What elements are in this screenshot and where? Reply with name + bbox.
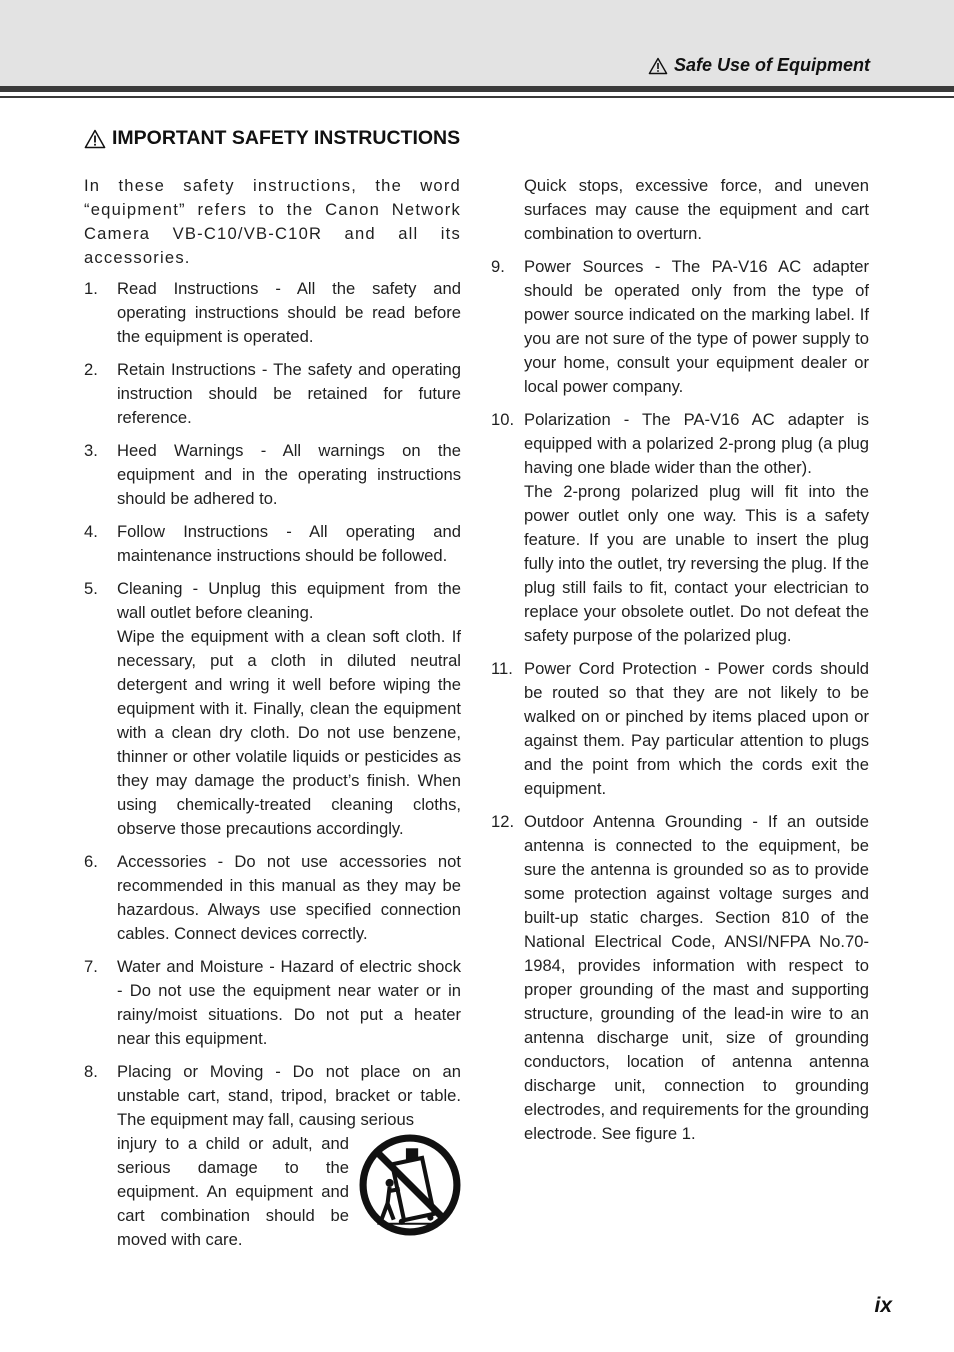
item-text: Cleaning - Unplug this equipment from the wall outlet before cleaning.: [117, 579, 461, 622]
item-text: Accessories - Do not use accessories not recommended in this manual as they may be hazardous. Always use specified connection cables. Connect devices correctly.: [117, 852, 461, 943]
item-number: 9.: [491, 257, 505, 276]
item-number: 7.: [84, 957, 98, 976]
list-item: [84, 439, 461, 511]
item-text: Outdoor Antenna Grounding - If an outside antenna is connected to the equipment, be sure the antenna is grounded so as to provide some protection against voltage surges and built-up static charges. Section 810 of the National Electrical Code, ANSI/NFPA No.70-1984, provides information with respect to proper grounding of the mast and supporting structure, grounding of the lead-in wire to an antenna discharge unit, size of grounding conductors, location of antenna antenna discharge unit, connection to grounding electrodes, and requirements for the grounding electrode. See figure 1.: [524, 812, 869, 1143]
list-item: [84, 1060, 461, 1252]
list-item: [84, 577, 461, 841]
list-item: [84, 850, 461, 946]
item-text: Heed Warnings - All warnings on the equipment and in the operating instructions should be adhered to.: [117, 441, 461, 508]
running-header-text: Safe Use of Equipment: [673, 55, 870, 75]
item-text: Power Cord Protection - Power cords should be routed so that they are not likely to be walked on or pinched by items placed upon or against them. Pay particular attention to plugs and the point from which the cords exit the equipment.: [524, 659, 869, 798]
item-text: Water and Moisture - Hazard of electric shock - Do not use the equipment near water or in rainy/moist situations. Do not put a heater near this equipment.: [117, 957, 461, 1048]
item-text: Polarization - The PA-V16 AC adapter is equipped with a polarized 2-prong plug (a plug having one blade wider than the other).: [524, 410, 869, 477]
item-number: 3.: [84, 441, 98, 460]
item-text: The 2-prong polarized plug will fit into the power outlet only one way. This is a safety feature. If you are unable to insert the plug fully into the outlet, try reversing the plug. If the plug still fails to fit, contact your electrician to replace your obsolete outlet. Do not defeat the safety purpose of the polarized plug.: [524, 482, 869, 645]
item-text: Read Instructions - All the safety and operating instructions should be read before the equipment is operated.: [117, 279, 461, 346]
section-heading-text: IMPORTANT SAFETY INSTRUCTIONS: [112, 127, 461, 149]
cart-tip-over-warning-icon: [359, 1134, 461, 1236]
item-number: 12.: [491, 812, 515, 831]
item-number: 8.: [84, 1062, 98, 1081]
item-text: Wipe the equipment with a clean soft cloth. If necessary, put a cloth in diluted neutral detergent and wring it well before wiping the equipment with it. Finally, clean the equipment with a clean dry cloth. Do not use benzene, thinner or other volatile liquids or pesticides as they may damage the product’s finish. When using chemically-treated cleaning cloths, observe those precautions accordingly.: [117, 627, 461, 838]
item-number: 6.: [84, 852, 98, 871]
list-item: [491, 657, 869, 801]
list-item: [84, 358, 461, 430]
item-number: 4.: [84, 522, 98, 541]
intro-paragraph: In these safety instructions, the word “equipment” refers to the Canon Network Camera VB-C10/VB-C10R and all its accessories.: [84, 176, 461, 267]
list-item: [84, 520, 461, 568]
item-number: 1.: [84, 279, 98, 298]
list-item: [491, 255, 869, 399]
item-text: Power Sources - The PA-V16 AC adapter should be operated only from the type of power source indicated on the marking label. If you are not sure of the type of power supply to your home, consult your equipment dealer or local power company.: [524, 257, 869, 396]
running-header: [648, 55, 870, 76]
item-text: Placing or Moving - Do not place on an unstable cart, stand, tripod, bracket or table. The equipment may fall, causing serious: [117, 1062, 461, 1129]
list-item: [84, 277, 461, 349]
item-text: Follow Instructions - All operating and maintenance instructions should be followed.: [117, 522, 461, 565]
item-number: 5.: [84, 579, 98, 598]
item-text: Retain Instructions - The safety and operating instruction should be retained for future reference.: [117, 360, 461, 427]
warning-triangle-icon: [648, 57, 668, 75]
list-item: [491, 810, 869, 1146]
list-item: [491, 408, 869, 648]
left-column: [84, 174, 461, 1252]
header-rule: [0, 86, 954, 92]
header-rule-thin: [0, 96, 954, 98]
item-number: 11.: [491, 659, 513, 678]
right-column: [491, 174, 869, 1155]
item-number: 10.: [491, 410, 515, 429]
list-item-continuation: [491, 174, 869, 246]
section-heading: [84, 127, 460, 150]
item-text: Quick stops, excessive force, and uneven surfaces may cause the equipment and cart combination to overturn.: [524, 176, 869, 243]
item-number: 2.: [84, 360, 98, 379]
item-text: injury to a child or adult, and serious damage to the equipment. An equipment and cart combination should be moved with care.: [117, 1134, 349, 1249]
warning-triangle-icon: [84, 129, 106, 149]
page-number: ix: [874, 1294, 892, 1317]
list-item: [84, 955, 461, 1051]
